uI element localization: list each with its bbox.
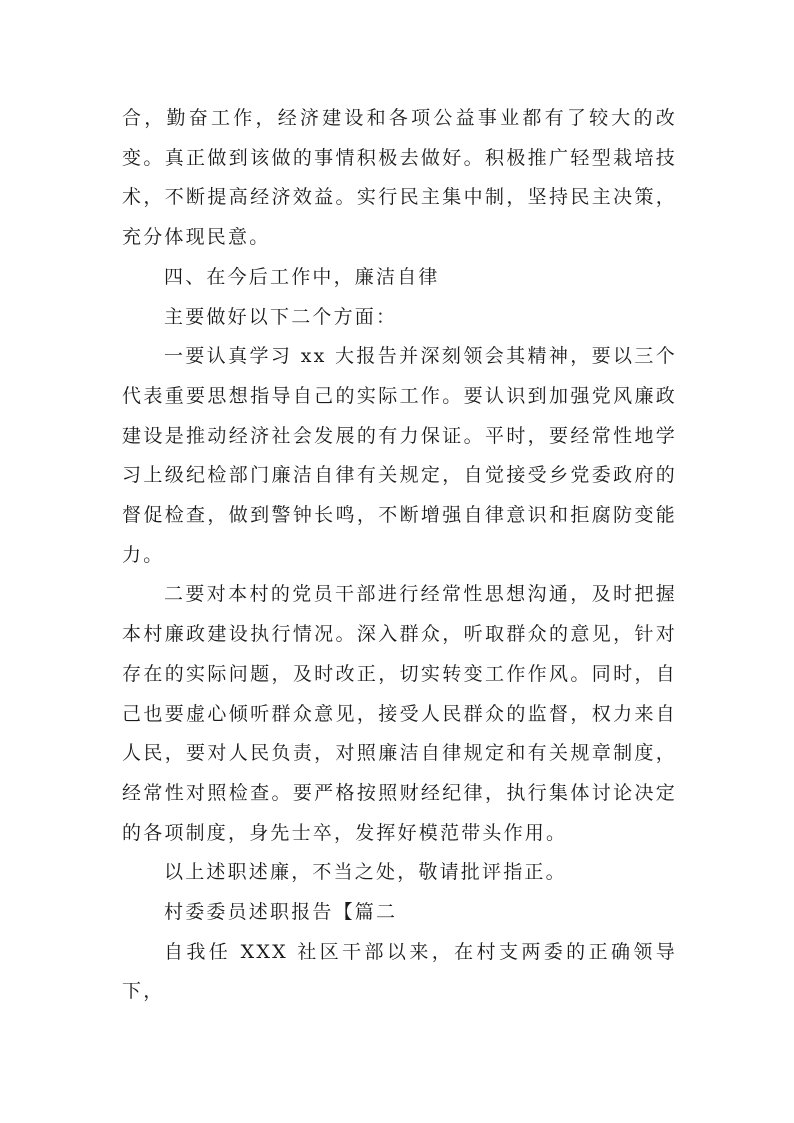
document-body xyxy=(122,99,677,1012)
paragraph-3: 主要做好以下二个方面： xyxy=(164,305,398,328)
paragraph-2-section-heading: 四、在今后工作中，廉洁自律 xyxy=(164,265,440,288)
paragraph-1: 合，勤奋工作，经济建设和各项公益事业都有了较大的改变。真正做到该做的事情积极去做好。积极推广轻型栽培技术，不断提高经济效益。实行民主集中制，坚持民主决策，充分体现民意。 xyxy=(122,107,677,249)
paragraph-5: 二要对本村的党员干部进行经常性思想沟通，及时把握本村廉政建设执行情况。深入群众，听取群众的意见，针对存在的实际问题，及时改正，切实转变工作作风。同时，自己也要虚心倾听群众意见，接受人民群众的监督，权力来自人民，要对人民负责，对照廉洁自律规定和有关规章制度，经常性对照检查。要严格按照财经纪律，执行集体讨论决定的各项制度，身先士卒，发挥好模范带头作用。 xyxy=(122,583,677,844)
paragraph-8: 自我任 XXX 社区干部以来，在村支两委的正确领导下， xyxy=(122,940,677,1003)
paragraph-6: 以上述职述廉，不当之处，敬请批评指正。 xyxy=(164,861,567,884)
paragraph-4: 一要认真学习 xx 大报告并深刻领会其精神，要以三个代表重要思想指导自己的实际工作。要认识到加强党风廉政建设是推动经济社会发展的有力保证。平时，要经常性地学习上级纪检部门廉洁自律有关规定，自觉接受乡党委政府的督促检查，做到警钟长鸣，不断增强自律意识和拒腐防变能力。 xyxy=(122,345,677,566)
paragraph-7-report-title: 村委委员述职报告【篇二 xyxy=(164,901,398,924)
